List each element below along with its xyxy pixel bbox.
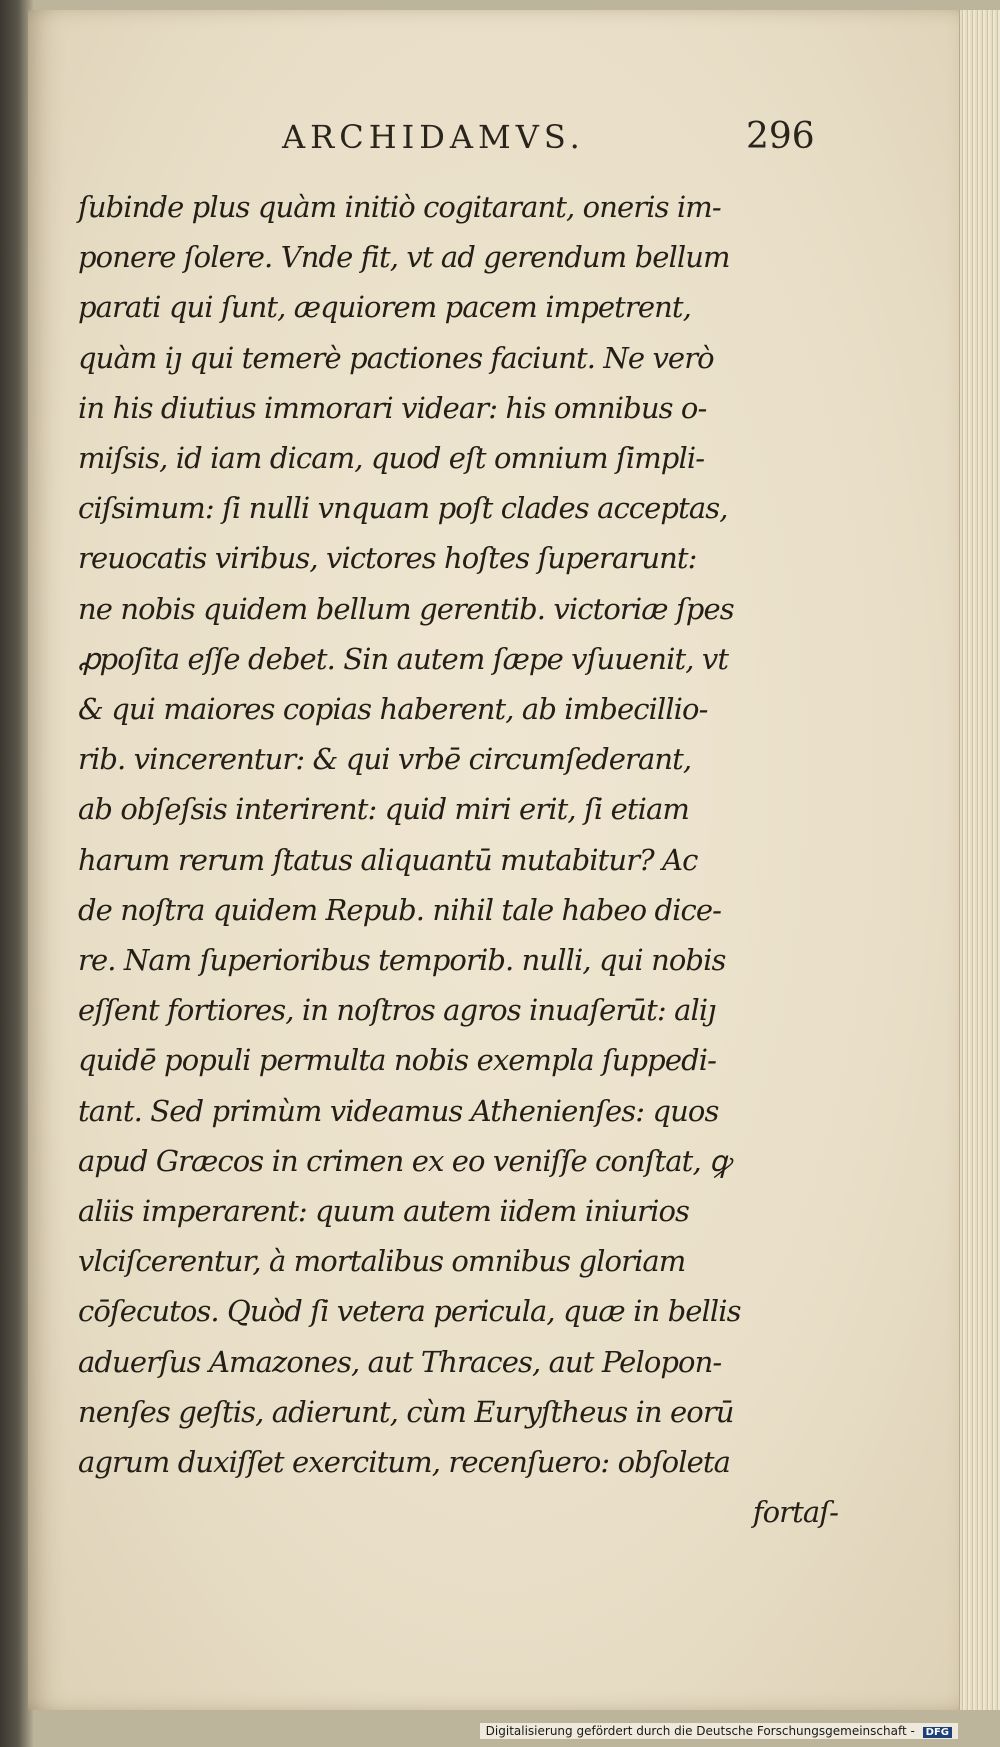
text-line: miſsis, id iam dicam, quod eſt omnium ſimpli-	[78, 441, 705, 476]
text-line: in his diutius immorari videar: his omnibus o-	[78, 390, 707, 425]
text-line: ne nobis quidem bellum gerentib. victoriæ ſpes	[78, 591, 734, 626]
text-line: tant. Sed primùm videamus Athenienſes: quos	[78, 1093, 719, 1128]
text-line: de noſtra quidem Repub. nihil tale habeo dice-	[78, 892, 722, 927]
text-line: quàm iȷ qui temerè pactiones faciunt. Ne verò	[78, 340, 714, 375]
text-line: ab obſeſsis interirent: quid miri erit, ſi etiam	[78, 792, 689, 827]
text-line: agrum duxiſſet exercitum, recenſuero: obſoleta	[78, 1445, 730, 1480]
text-line: parati qui ſunt, æquiorem pacem impetrent,	[78, 290, 691, 325]
text-line: ciſsimum: ſi nulli vnquam poſt clades acceptas,	[78, 491, 728, 526]
text-line: ꝓpoſita eſſe debet. Sin autem ſæpe vſuuenit, vt	[78, 641, 729, 676]
text-body	[78, 182, 848, 1537]
text-line: eſſent fortiores, in noſtros agros inuaſerūt: aliȷ	[78, 993, 716, 1028]
running-head: ARCHIDAMVS.	[282, 118, 585, 156]
text-line: cōſecutos. Quòd ſi vetera pericula, quæ in bellis	[78, 1294, 741, 1329]
text-line: ſubinde plus quàm initiò cogitarant, oneris im-	[78, 190, 721, 224]
text-line: quidē populi permulta nobis exempla ſuppedi-	[78, 1043, 717, 1078]
page-header	[28, 118, 968, 168]
text-line: nenſes geſtis, adierunt, cùm Euryſtheus in eorū	[78, 1394, 734, 1429]
text-line: aliis imperarent: quum autem iidem iniurios	[78, 1194, 690, 1229]
book-page	[28, 10, 968, 1710]
digitization-credit	[480, 1723, 958, 1739]
text-line: & qui maiores copias haberent, ab imbecillio-	[78, 692, 708, 727]
text-line: aduerſus Amazones, aut Thraces, aut Pelopon-	[78, 1344, 722, 1379]
catchword: fortaſ-	[752, 1495, 838, 1530]
text-line: ponere ſolere. Vnde fit, vt ad gerendum bellum	[78, 240, 730, 275]
text-line: harum rerum ſtatus aliquantū mutabitur? Ac	[78, 842, 698, 877]
credit-text: Digitalisierung gefördert durch die Deutsche Forschungsgemeinschaft -	[485, 1724, 915, 1738]
page-number: 296	[746, 116, 815, 157]
dfg-logo: DFG	[923, 1727, 952, 1738]
text-line: apud Græcos in crimen ex eo veniſſe conſtat, ꝙ	[78, 1143, 730, 1178]
text-line: reuocatis viribus, victores hoſtes ſuperarunt:	[78, 541, 697, 576]
text-line: vlciſcerentur, à mortalibus omnibus gloriam	[78, 1244, 686, 1279]
text-line: re. Nam ſuperioribus temporib. nulli, qui nobis	[78, 943, 726, 978]
page-edges	[959, 10, 1000, 1710]
text-line: rib. vincerentur: & qui vrbē circumſederant,	[78, 742, 692, 777]
